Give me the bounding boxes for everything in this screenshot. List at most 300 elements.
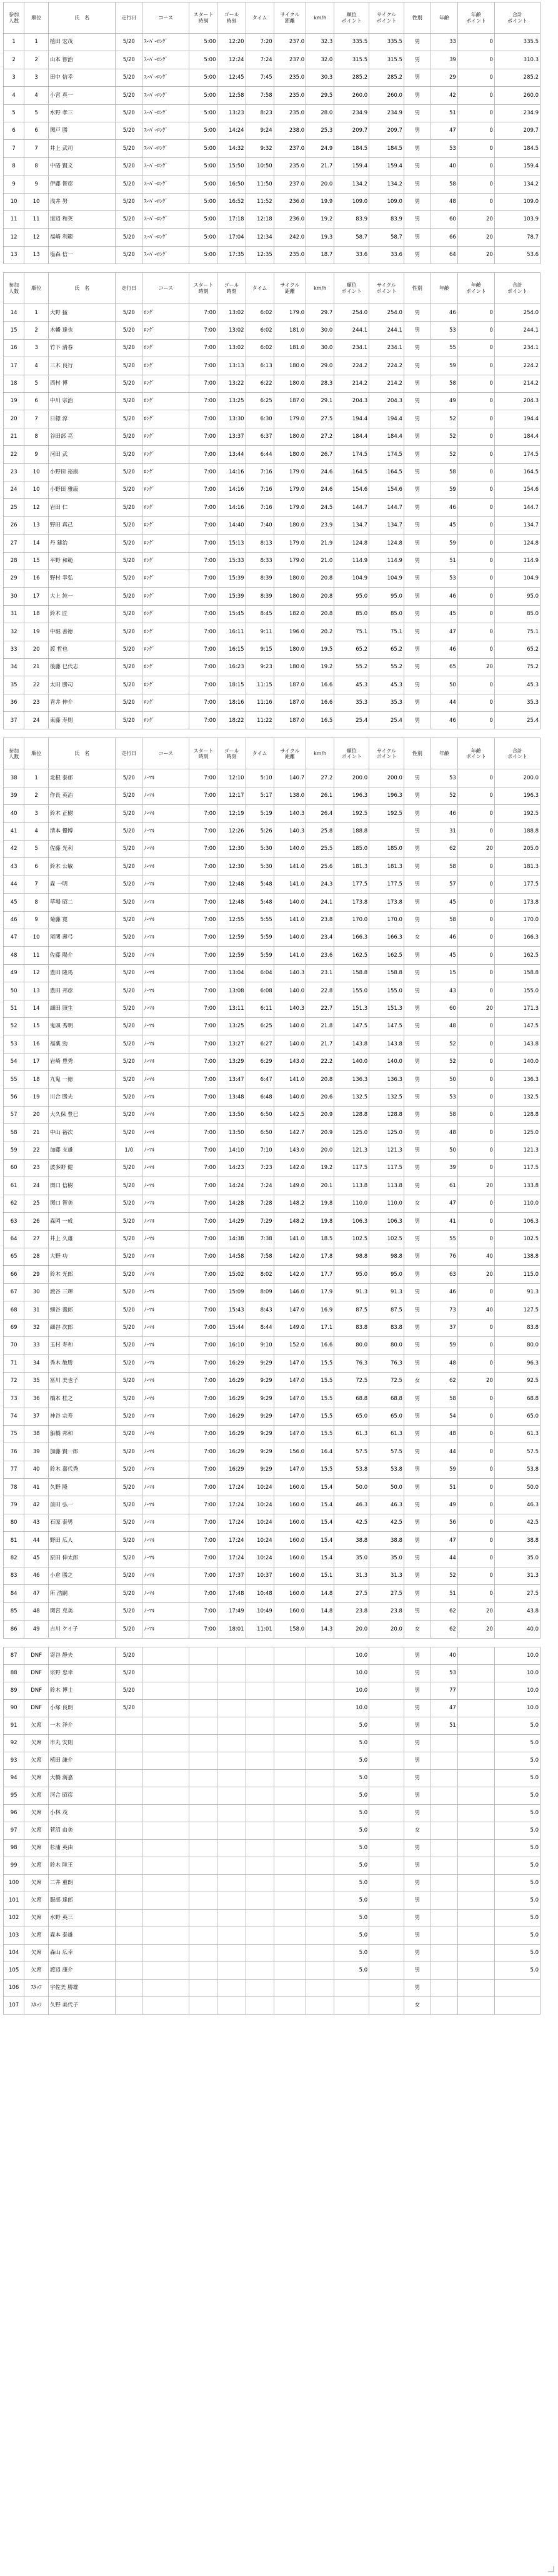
start-time-cell: 7:00 [189, 841, 217, 858]
cycle-distance-cell: 160.0 [274, 1585, 306, 1602]
sex-cell: 男 [404, 658, 431, 676]
speed-kmh-cell: 29.1 [306, 393, 334, 410]
elapsed-time-cell: 12:34 [246, 229, 274, 246]
column-header-sex: 性別 [404, 2, 431, 34]
rank-cell: 7 [24, 876, 49, 893]
cycle-distance-cell: 235.0 [274, 104, 306, 122]
table-row [4, 428, 541, 445]
age-cell [431, 1909, 457, 1927]
total-point-cell: 192.5 [494, 805, 540, 822]
speed-kmh-cell [306, 1909, 334, 1927]
resize-grip-icon[interactable] [548, 2566, 554, 2572]
age-cell: 45 [431, 605, 457, 623]
cycle-point-cell [369, 1822, 404, 1839]
sex-cell: 男 [404, 822, 431, 840]
speed-kmh-cell: 15.5 [306, 1461, 334, 1478]
run-date-cell: 5/20 [116, 947, 142, 964]
run-date-cell: 5/20 [116, 229, 142, 246]
elapsed-time-cell [246, 1787, 274, 1804]
total-point-cell: 205.0 [494, 841, 540, 858]
sex-cell: 男 [404, 769, 431, 787]
goal-time-cell: 13:44 [217, 446, 246, 463]
cycle-distance-cell: 179.0 [274, 499, 306, 516]
cycle-point-cell: 234.9 [369, 104, 404, 122]
course-cell: ｽｰﾊﾟｰﾛﾝｸﾞ [142, 229, 189, 246]
cycle-point-cell: 65.0 [369, 1408, 404, 1425]
total-point-cell: 31.3 [494, 1567, 540, 1585]
age-point-cell: 20 [457, 1000, 494, 1017]
age-point-cell: 0 [457, 1355, 494, 1372]
sex-cell: 男 [404, 1664, 431, 1682]
run-date-cell: 5/20 [116, 175, 142, 193]
run-date-cell: 5/20 [116, 822, 142, 840]
run-date-cell: 5/20 [116, 210, 142, 228]
speed-kmh-cell: 15.4 [306, 1479, 334, 1496]
goal-time-cell: 18:15 [217, 676, 246, 694]
name-cell: 小倉 勝之 [48, 1567, 115, 1585]
name-cell: 豊田 隆馬 [48, 964, 115, 982]
goal-time-cell [217, 1996, 246, 2014]
age-point-cell: 0 [457, 1213, 494, 1230]
rank-cell: 欠席 [24, 1857, 49, 1874]
rank-cell: 23 [24, 694, 49, 711]
sex-cell: 男 [404, 516, 431, 534]
age-cell: 61 [431, 1177, 457, 1195]
table-row [4, 1996, 541, 2014]
speed-kmh-cell: 16.4 [306, 1443, 334, 1461]
sex-cell: 男 [404, 1979, 431, 1996]
speed-kmh-cell: 16.6 [306, 676, 334, 694]
cycle-point-cell: 45.3 [369, 676, 404, 694]
table-row [4, 1461, 541, 1478]
age-cell: 48 [431, 1017, 457, 1035]
entry-number-cell: 66 [4, 1266, 24, 1283]
cycle-distance-cell: 140.0 [274, 894, 306, 911]
rank-point-cell: 128.8 [334, 1106, 369, 1123]
cycle-point-cell: 104.9 [369, 570, 404, 587]
speed-kmh-cell: 23.8 [306, 911, 334, 929]
cycle-point-cell: 140.0 [369, 1053, 404, 1070]
table-row [4, 822, 541, 840]
start-time-cell [189, 1996, 217, 2014]
goal-time-cell: 16:29 [217, 1355, 246, 1372]
table-row [4, 1479, 541, 1496]
table-row [4, 1621, 541, 1638]
start-time-cell [189, 1892, 217, 1909]
entry-number-cell: 58 [4, 1124, 24, 1142]
run-date-cell: 5/20 [116, 1549, 142, 1567]
entry-number-cell: 87 [4, 1647, 24, 1664]
total-point-cell: 65.0 [494, 1408, 540, 1425]
table-row [4, 1602, 541, 1620]
column-header-cycle-point: サイクル ポイント [369, 2, 404, 34]
course-cell [142, 1752, 189, 1769]
cycle-point-cell: 31.3 [369, 1567, 404, 1585]
speed-kmh-cell: 30.0 [306, 322, 334, 339]
speed-kmh-cell: 18.7 [306, 246, 334, 264]
column-header-rank-point: 順位 ポイント [334, 273, 369, 304]
goal-time-cell: 14:28 [217, 1195, 246, 1212]
course-cell: ﾉｰﾏﾙ [142, 1266, 189, 1283]
name-cell: 波多野 健 [48, 1160, 115, 1177]
cycle-distance-cell: 235.0 [274, 157, 306, 175]
start-time-cell: 7:00 [189, 911, 217, 929]
course-cell: ﾉｰﾏﾙ [142, 1088, 189, 1106]
entry-number-cell: 5 [4, 104, 24, 122]
age-cell: 48 [431, 1425, 457, 1443]
sex-cell: 男 [404, 894, 431, 911]
table-row [4, 393, 541, 410]
run-date-cell: 5/20 [116, 694, 142, 711]
rank-cell: 36 [24, 1390, 49, 1408]
course-cell: ｽｰﾊﾟｰﾛﾝｸﾞ [142, 87, 189, 104]
name-cell: 中山 裕次 [48, 1124, 115, 1142]
run-date-cell: 5/20 [116, 623, 142, 641]
cycle-point-cell: 106.3 [369, 1213, 404, 1230]
entry-number-cell: 76 [4, 1443, 24, 1461]
rank-point-cell: 20.0 [334, 1621, 369, 1638]
age-cell: 73 [431, 1301, 457, 1319]
total-point-cell: 196.3 [494, 787, 540, 804]
table-row [4, 1944, 541, 1962]
age-cell [431, 1892, 457, 1909]
total-point-cell: 254.0 [494, 304, 540, 322]
name-cell: 日標 淳 [48, 410, 115, 428]
table-row [4, 535, 541, 552]
total-point-cell: 40.0 [494, 1621, 540, 1638]
start-time-cell: 7:00 [189, 641, 217, 658]
rank-point-cell: 132.5 [334, 1088, 369, 1106]
goal-time-cell [217, 1909, 246, 1927]
age-cell [431, 1979, 457, 1996]
age-cell: 60 [431, 210, 457, 228]
course-cell [142, 1927, 189, 1944]
rank-point-cell: 5.0 [334, 1752, 369, 1769]
course-cell: ｽｰﾊﾟｰﾛﾝｸﾞ [142, 104, 189, 122]
age-point-cell [457, 1909, 494, 1927]
column-header-rank: 順位 [24, 273, 49, 304]
goal-time-cell [217, 1944, 246, 1962]
total-point-cell: 95.0 [494, 588, 540, 605]
elapsed-time-cell: 9:29 [246, 1408, 274, 1425]
total-point-cell: 35.3 [494, 694, 540, 711]
goal-time-cell: 16:15 [217, 641, 246, 658]
entry-number-cell: 40 [4, 805, 24, 822]
sex-cell: 男 [404, 1425, 431, 1443]
cycle-distance-cell: 180.0 [274, 428, 306, 445]
age-point-cell: 0 [457, 1283, 494, 1301]
name-cell: 福薬 勁 [48, 1035, 115, 1053]
age-cell: 58 [431, 463, 457, 481]
age-point-cell: 0 [457, 1160, 494, 1177]
goal-time-cell: 14:23 [217, 1160, 246, 1177]
speed-kmh-cell: 19.2 [306, 1160, 334, 1177]
goal-time-cell: 16:52 [217, 193, 246, 210]
table-row [4, 1804, 541, 1822]
goal-time-cell: 13:02 [217, 339, 246, 357]
rank-cell: 24 [24, 712, 49, 729]
cycle-point-cell [369, 1769, 404, 1787]
start-time-cell: 7:00 [189, 1248, 217, 1266]
course-cell: ﾉｰﾏﾙ [142, 876, 189, 893]
age-point-cell: 0 [457, 570, 494, 587]
sex-cell: 男 [404, 1230, 431, 1248]
run-date-cell [116, 1892, 142, 1909]
age-cell: 62 [431, 1621, 457, 1638]
table-row [4, 375, 541, 392]
rank-cell: 欠席 [24, 1892, 49, 1909]
age-cell: 51 [431, 552, 457, 570]
table-row [4, 210, 541, 228]
name-cell: 鈴木 光郎 [48, 1266, 115, 1283]
goal-time-cell [217, 1927, 246, 1944]
rank-point-cell: 188.8 [334, 822, 369, 840]
start-time-cell: 7:00 [189, 658, 217, 676]
rank-cell: 欠席 [24, 1874, 49, 1892]
speed-kmh-cell: 20.9 [306, 1106, 334, 1123]
cycle-point-cell: 98.8 [369, 1248, 404, 1266]
course-cell: ﾉｰﾏﾙ [142, 1177, 189, 1195]
name-cell: 太田 勝司 [48, 676, 115, 694]
start-time-cell: 7:00 [189, 1496, 217, 1514]
entry-number-cell: 27 [4, 535, 24, 552]
age-point-cell: 0 [457, 410, 494, 428]
start-time-cell: 7:00 [189, 481, 217, 498]
rank-cell: DNF [24, 1664, 49, 1682]
course-cell: ｽｰﾊﾟｰﾛﾝｸﾞ [142, 210, 189, 228]
elapsed-time-cell: 5:19 [246, 805, 274, 822]
name-cell: 森岡 一成 [48, 1213, 115, 1230]
elapsed-time-cell: 9:29 [246, 1443, 274, 1461]
rank-cell: 2 [24, 51, 49, 69]
course-cell [142, 1979, 189, 1996]
start-time-cell: 7:00 [189, 1266, 217, 1283]
sex-cell: 男 [404, 1567, 431, 1585]
goal-time-cell: 12:59 [217, 947, 246, 964]
rank-cell: 14 [24, 1000, 49, 1017]
age-cell: 53 [431, 769, 457, 787]
cycle-distance-cell [274, 1682, 306, 1699]
entry-number-cell: 13 [4, 246, 24, 264]
start-time-cell: 5:00 [189, 193, 217, 210]
total-point-cell: 234.1 [494, 339, 540, 357]
course-cell: ﾉｰﾏﾙ [142, 1479, 189, 1496]
total-point-cell: 10.0 [494, 1647, 540, 1664]
cycle-point-cell: 244.1 [369, 322, 404, 339]
rank-point-cell: 95.0 [334, 588, 369, 605]
speed-kmh-cell: 23.4 [306, 929, 334, 946]
rank-cell: 4 [24, 87, 49, 104]
run-date-cell: 5/20 [116, 1283, 142, 1301]
name-cell: 森本 泰雄 [48, 1927, 115, 1944]
age-point-cell: 0 [457, 428, 494, 445]
rank-cell: 47 [24, 1585, 49, 1602]
age-cell: 46 [431, 641, 457, 658]
start-time-cell [189, 1962, 217, 1979]
elapsed-time-cell: 6:37 [246, 428, 274, 445]
total-point-cell: 109.0 [494, 193, 540, 210]
sex-cell: 男 [404, 1283, 431, 1301]
cycle-point-cell: 260.0 [369, 87, 404, 104]
sex-cell: 男 [404, 1496, 431, 1514]
run-date-cell: 5/20 [116, 894, 142, 911]
goal-time-cell [217, 1647, 246, 1664]
entry-number-cell: 22 [4, 446, 24, 463]
cycle-distance-cell [274, 1822, 306, 1839]
rank-cell: 1 [24, 304, 49, 322]
course-cell: ﾉｰﾏﾙ [142, 929, 189, 946]
start-time-cell: 7:00 [189, 1390, 217, 1408]
course-cell: ﾛﾝｸﾞ [142, 304, 189, 322]
cycle-point-cell: 38.8 [369, 1532, 404, 1549]
speed-kmh-cell: 21.9 [306, 535, 334, 552]
age-cell: 77 [431, 1682, 457, 1699]
rank-point-cell: 87.5 [334, 1301, 369, 1319]
age-cell: 76 [431, 1248, 457, 1266]
elapsed-time-cell [246, 1734, 274, 1752]
total-point-cell: 144.7 [494, 499, 540, 516]
age-point-cell: 0 [457, 605, 494, 623]
total-point-cell: 194.4 [494, 410, 540, 428]
total-point-cell: 50.0 [494, 1479, 540, 1496]
speed-kmh-cell: 23.9 [306, 516, 334, 534]
run-date-cell: 5/20 [116, 1461, 142, 1478]
entry-number-cell: 106 [4, 1979, 24, 1996]
entry-number-cell: 33 [4, 641, 24, 658]
run-date-cell: 5/20 [116, 499, 142, 516]
name-cell: 草場 昭二 [48, 894, 115, 911]
speed-kmh-cell: 23.6 [306, 947, 334, 964]
elapsed-time-cell: 6:47 [246, 1071, 274, 1088]
speed-kmh-cell: 16.5 [306, 712, 334, 729]
course-cell: ﾛﾝｸﾞ [142, 588, 189, 605]
entry-number-cell: 74 [4, 1408, 24, 1425]
age-point-cell: 20 [457, 658, 494, 676]
name-cell: 植田 宏茂 [48, 34, 115, 51]
age-cell [431, 1734, 457, 1752]
rank-point-cell: 42.5 [334, 1514, 369, 1531]
rank-cell: 5 [24, 841, 49, 858]
table-row [4, 805, 541, 822]
rank-point-cell: 25.4 [334, 712, 369, 729]
goal-time-cell: 17:24 [217, 1496, 246, 1514]
run-date-cell: 5/20 [116, 769, 142, 787]
age-point-cell: 0 [457, 1230, 494, 1248]
total-point-cell: 5.0 [494, 1909, 540, 1927]
age-point-cell: 0 [457, 964, 494, 982]
run-date-cell: 5/20 [116, 87, 142, 104]
age-point-cell [457, 1734, 494, 1752]
sex-cell: 男 [404, 982, 431, 1000]
column-header-course: コース [142, 2, 189, 34]
start-time-cell: 5:00 [189, 87, 217, 104]
name-cell: 渡 哲也 [48, 641, 115, 658]
speed-kmh-cell: 19.2 [306, 658, 334, 676]
sex-cell: 男 [404, 1909, 431, 1927]
sex-cell: 男 [404, 605, 431, 623]
total-point-cell: 234.9 [494, 104, 540, 122]
name-cell: 宗野 忠幸 [48, 1664, 115, 1682]
cycle-point-cell [369, 1734, 404, 1752]
rank-cell: 10 [24, 481, 49, 498]
rank-point-cell: 5.0 [334, 1822, 369, 1839]
cycle-point-cell: 114.9 [369, 552, 404, 570]
cycle-distance-cell: 236.0 [274, 210, 306, 228]
name-cell: 尾関 壽弓 [48, 929, 115, 946]
rank-cell: 40 [24, 1461, 49, 1478]
age-point-cell [457, 1752, 494, 1769]
rank-point-cell: 68.8 [334, 1390, 369, 1408]
column-header-rank-point: 順位 ポイント [334, 738, 369, 769]
cycle-distance-cell [274, 1647, 306, 1664]
age-point-cell: 0 [457, 339, 494, 357]
age-cell: 46 [431, 1283, 457, 1301]
age-cell: 47 [431, 1532, 457, 1549]
rank-point-cell: 50.0 [334, 1479, 369, 1496]
cycle-distance-cell [274, 1874, 306, 1892]
cycle-point-cell: 166.3 [369, 929, 404, 946]
table-row [4, 1106, 541, 1123]
elapsed-time-cell: 6:25 [246, 1017, 274, 1035]
total-point-cell: 143.8 [494, 1035, 540, 1053]
elapsed-time-cell: 6:48 [246, 1088, 274, 1106]
age-cell: 58 [431, 911, 457, 929]
age-cell: 65 [431, 658, 457, 676]
elapsed-time-cell: 7:16 [246, 499, 274, 516]
name-cell: 河田 武 [48, 446, 115, 463]
course-cell [142, 1734, 189, 1752]
total-point-cell: 10.0 [494, 1682, 540, 1699]
speed-kmh-cell: 24.6 [306, 481, 334, 498]
course-cell: ﾛﾝｸﾞ [142, 676, 189, 694]
run-date-cell: 5/20 [116, 1106, 142, 1123]
age-cell: 48 [431, 193, 457, 210]
name-cell: 西村 博 [48, 375, 115, 392]
speed-kmh-cell: 25.6 [306, 858, 334, 876]
cycle-distance-cell: 141.0 [274, 858, 306, 876]
sex-cell: 男 [404, 1071, 431, 1088]
speed-kmh-cell: 19.8 [306, 1213, 334, 1230]
goal-time-cell: 13:22 [217, 375, 246, 392]
total-point-cell: 91.3 [494, 1283, 540, 1301]
run-date-cell [116, 1804, 142, 1822]
cycle-distance-cell: 180.0 [274, 446, 306, 463]
course-cell: ﾉｰﾏﾙ [142, 1532, 189, 1549]
elapsed-time-cell: 8:45 [246, 605, 274, 623]
elapsed-time-cell: 8:43 [246, 1301, 274, 1319]
entry-number-cell: 25 [4, 499, 24, 516]
name-cell: 谷田部 亮 [48, 428, 115, 445]
cycle-distance-cell: 152.0 [274, 1336, 306, 1354]
entry-number-cell: 51 [4, 1000, 24, 1017]
table-row [4, 1053, 541, 1070]
start-time-cell: 5:00 [189, 157, 217, 175]
rank-point-cell: 181.3 [334, 858, 369, 876]
course-cell: ｽｰﾊﾟｰﾛﾝｸﾞ [142, 157, 189, 175]
age-cell: 46 [431, 929, 457, 946]
goal-time-cell: 14:40 [217, 516, 246, 534]
table-row [4, 769, 541, 787]
course-cell [142, 1944, 189, 1962]
goal-time-cell: 14:58 [217, 1248, 246, 1266]
run-date-cell [116, 1927, 142, 1944]
total-point-cell: 214.2 [494, 375, 540, 392]
speed-kmh-cell: 17.1 [306, 1319, 334, 1336]
age-point-cell: 0 [457, 982, 494, 1000]
sex-cell: 男 [404, 1017, 431, 1035]
course-cell [142, 1839, 189, 1857]
age-cell: 62 [431, 841, 457, 858]
